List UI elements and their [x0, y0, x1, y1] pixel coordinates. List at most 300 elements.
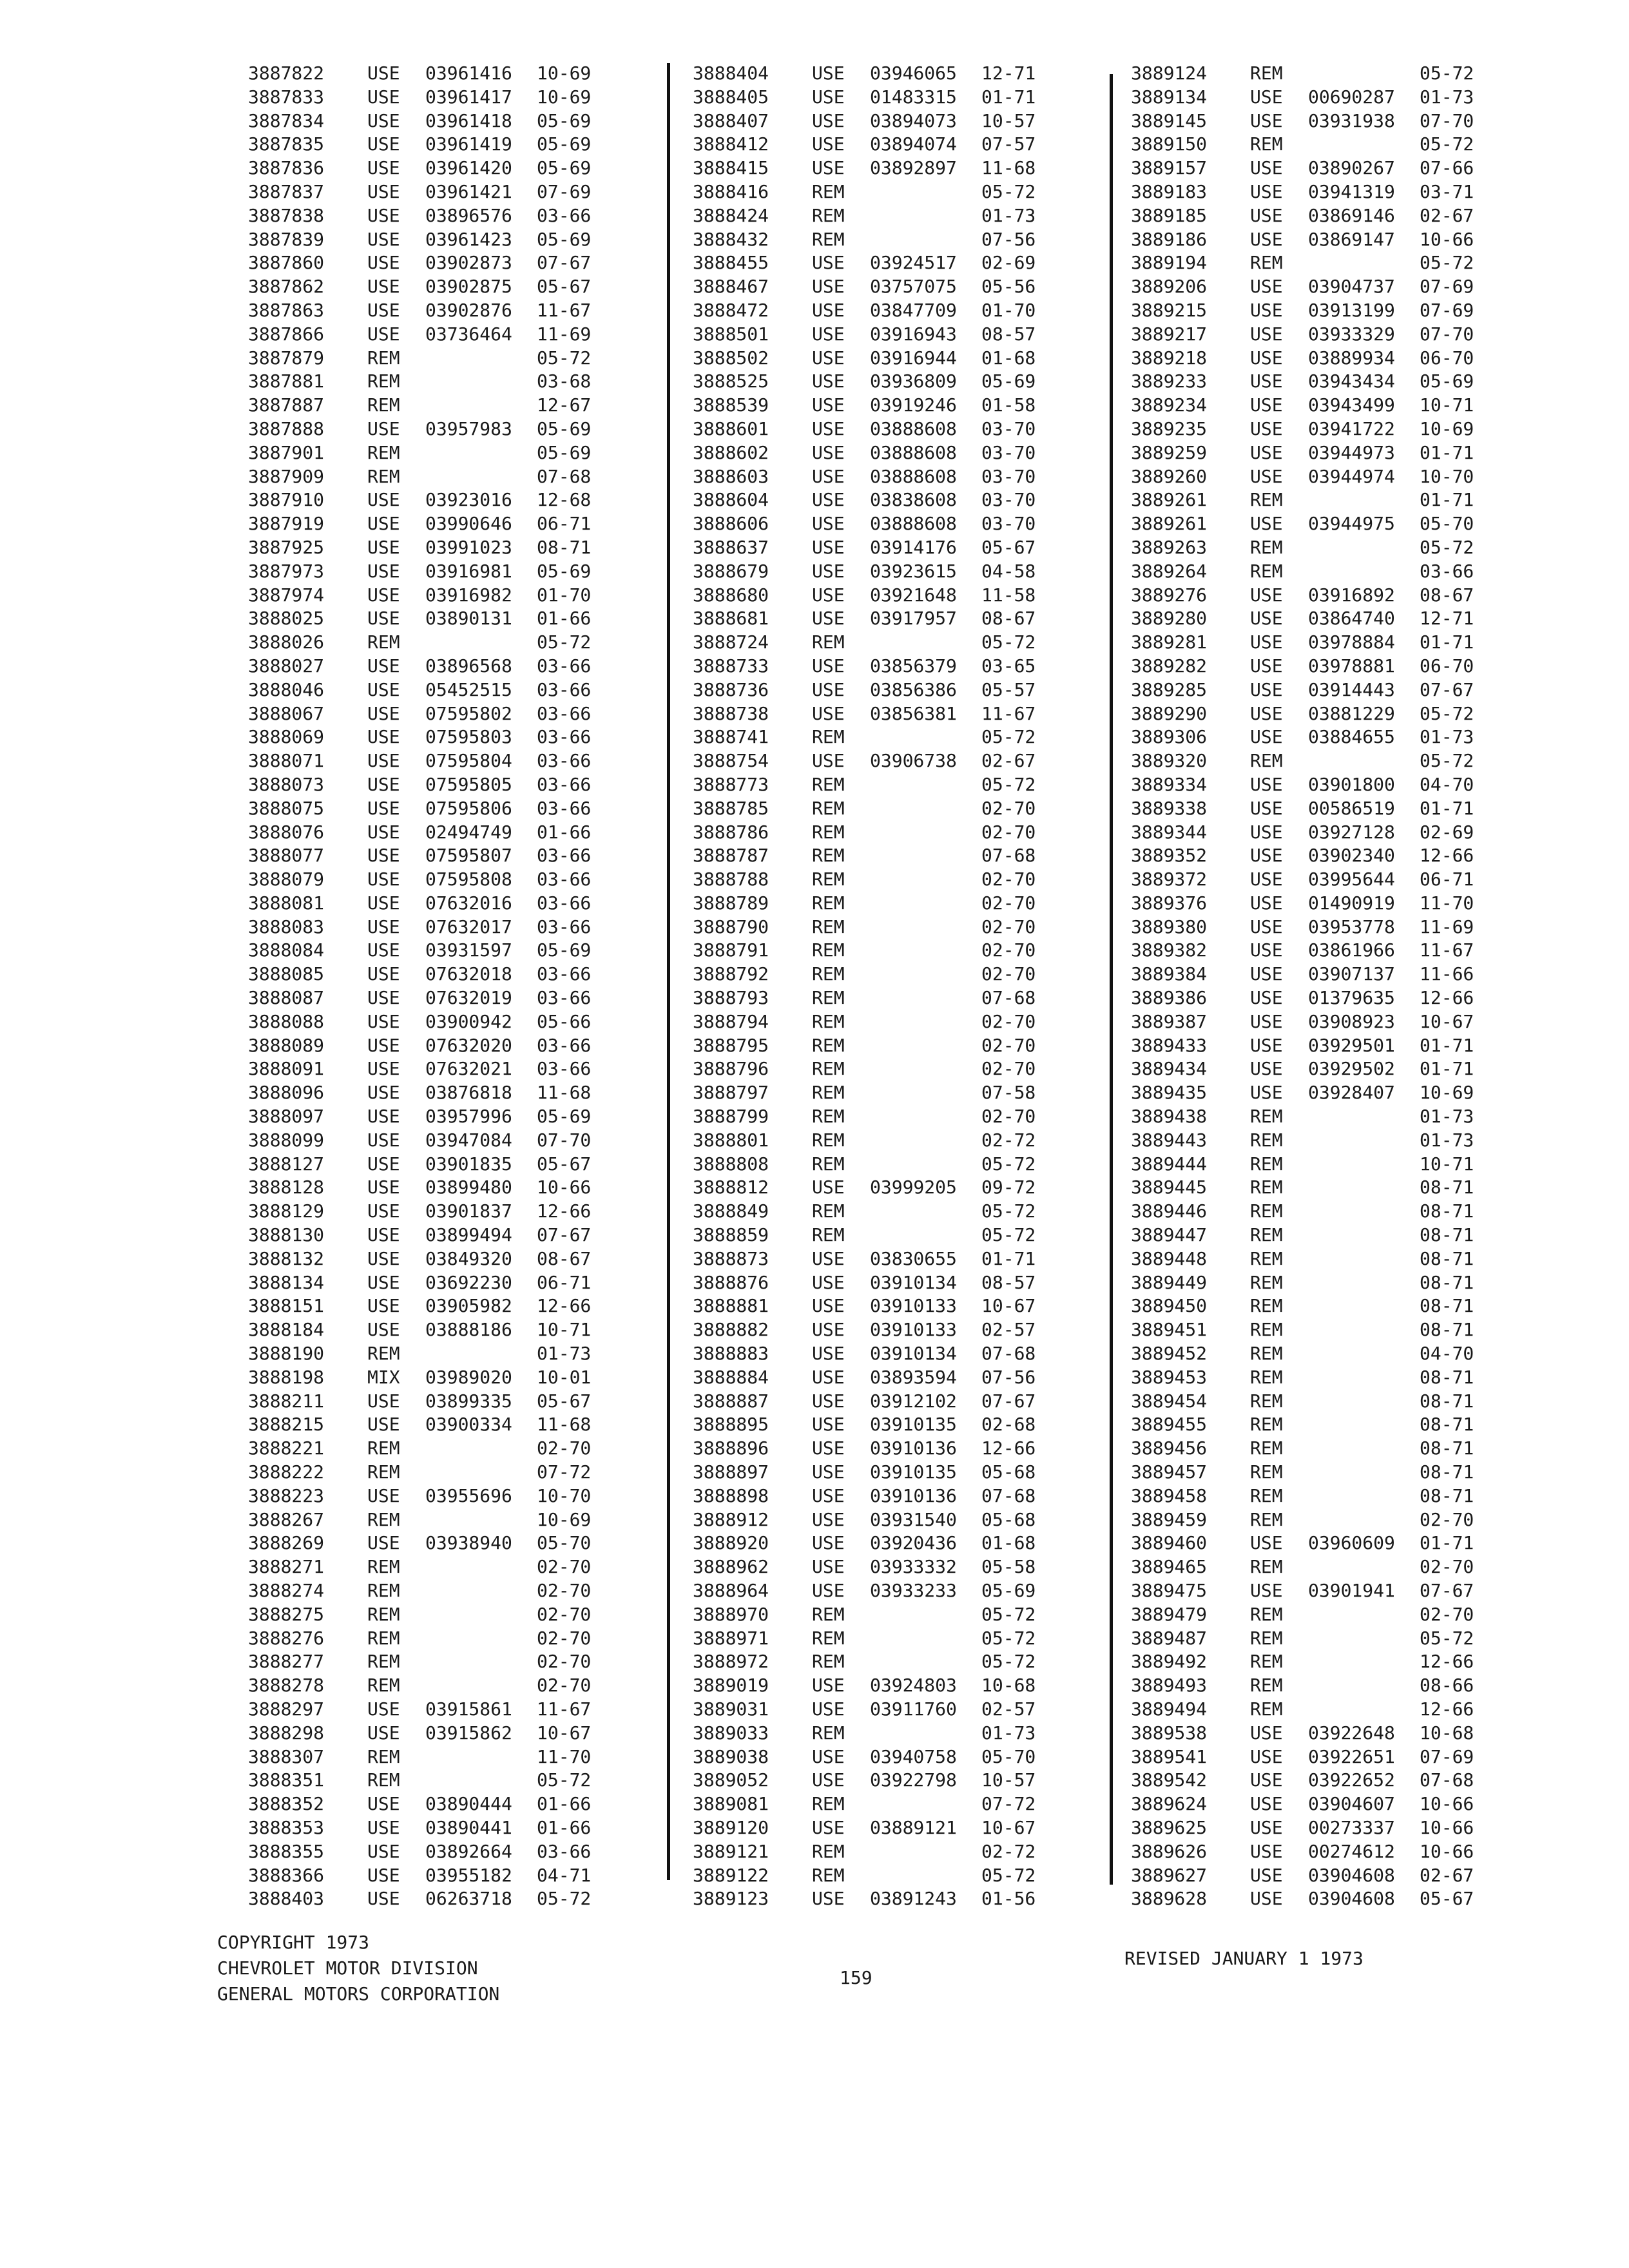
- part-number: 3888221: [248, 1437, 325, 1459]
- table-row: [1131, 1437, 1518, 1461]
- part-number: 3888896: [693, 1437, 769, 1459]
- action-code: USE: [812, 1414, 845, 1436]
- date-code: 02-69: [981, 252, 1036, 274]
- table-row: [693, 62, 1079, 86]
- date-code: 08-71: [1420, 1414, 1474, 1436]
- part-number: 3889625: [1131, 1816, 1208, 1838]
- part-number: 3887901: [248, 441, 325, 463]
- table-row: [1131, 1603, 1518, 1627]
- action-code: USE: [1250, 110, 1283, 131]
- date-code: 02-70: [981, 892, 1036, 914]
- table-row: [248, 1224, 635, 1247]
- action-code: REM: [812, 963, 845, 985]
- date-code: 11-67: [537, 1698, 592, 1720]
- replacement-number: 03955182: [425, 1864, 512, 1886]
- action-code: REM: [1250, 750, 1283, 772]
- table-row: [248, 1579, 635, 1603]
- table-row: [1131, 1650, 1518, 1674]
- action-code: USE: [367, 702, 400, 724]
- table-row: [693, 678, 1079, 702]
- part-number: 3888407: [693, 110, 769, 131]
- part-number: 3888130: [248, 1224, 325, 1246]
- action-code: USE: [367, 110, 400, 131]
- part-number: 3888097: [248, 1106, 325, 1128]
- table-row: [1131, 1508, 1518, 1532]
- table-row: [248, 1532, 635, 1555]
- replacement-number: 03931938: [1308, 110, 1395, 131]
- part-number: 3889352: [1131, 845, 1208, 867]
- part-number: 3888075: [248, 797, 325, 819]
- action-code: REM: [812, 1010, 845, 1032]
- part-number: 3888046: [248, 678, 325, 700]
- part-number: 3888027: [248, 655, 325, 677]
- table-row: [693, 228, 1079, 252]
- part-number: 3889455: [1131, 1414, 1208, 1436]
- table-row: [248, 1698, 635, 1722]
- replacement-number: 03910133: [870, 1319, 957, 1341]
- part-number: 3888501: [693, 323, 769, 345]
- table-row: [248, 1318, 635, 1342]
- date-code: 07-69: [1420, 276, 1474, 298]
- date-code: 07-56: [981, 1366, 1036, 1388]
- action-code: REM: [1250, 133, 1283, 155]
- table-row: [693, 1603, 1079, 1627]
- part-number: 3889376: [1131, 892, 1208, 914]
- part-number: 3889290: [1131, 702, 1208, 724]
- action-code: REM: [812, 1200, 845, 1222]
- date-code: 03-65: [981, 655, 1036, 677]
- part-number: 3889052: [693, 1769, 769, 1791]
- date-code: 11-69: [1420, 916, 1474, 937]
- action-code: REM: [367, 1580, 400, 1601]
- table-row: [693, 488, 1079, 512]
- action-code: USE: [1250, 394, 1283, 416]
- part-number: 3888267: [248, 1508, 325, 1530]
- table-row: [693, 749, 1079, 773]
- date-code: 05-72: [981, 1864, 1036, 1886]
- action-code: USE: [812, 1319, 845, 1341]
- action-code: USE: [1250, 1058, 1283, 1080]
- action-code: MIX: [367, 1366, 400, 1388]
- table-row: [693, 512, 1079, 536]
- action-code: USE: [1250, 347, 1283, 369]
- action-code: USE: [812, 1698, 845, 1720]
- action-code: USE: [367, 86, 400, 108]
- part-number: 3889235: [1131, 418, 1208, 439]
- action-code: USE: [1250, 726, 1283, 748]
- replacement-number: 03914443: [1308, 678, 1395, 700]
- part-number: 3888351: [248, 1769, 325, 1791]
- part-number: 3889624: [1131, 1793, 1208, 1815]
- table-row: [693, 1698, 1079, 1722]
- part-number: 3887834: [248, 110, 325, 131]
- date-code: 02-70: [537, 1627, 592, 1649]
- part-number: 3887879: [248, 347, 325, 369]
- replacement-number: 03907137: [1308, 963, 1395, 985]
- action-code: REM: [1250, 1414, 1283, 1436]
- replacement-number: 03933329: [1308, 323, 1395, 345]
- part-number: 3889281: [1131, 631, 1208, 653]
- replacement-number: 03928407: [1308, 1082, 1395, 1104]
- table-row: [1131, 1200, 1518, 1224]
- part-number: 3888077: [248, 845, 325, 867]
- part-number: 3888799: [693, 1106, 769, 1128]
- date-code: 08-71: [1420, 1295, 1474, 1317]
- date-code: 10-71: [1420, 1153, 1474, 1175]
- replacement-number: 03899494: [425, 1224, 512, 1246]
- replacement-number: 03961423: [425, 228, 512, 250]
- table-row: [248, 986, 635, 1010]
- date-code: 08-71: [1420, 1224, 1474, 1246]
- table-row: [248, 1485, 635, 1508]
- table-row: [693, 275, 1079, 299]
- part-number: 3889183: [1131, 180, 1208, 202]
- part-number: 3888733: [693, 655, 769, 677]
- date-code: 10-69: [537, 86, 592, 108]
- date-code: 02-57: [981, 1319, 1036, 1341]
- action-code: REM: [1250, 1106, 1283, 1128]
- replacement-number: 03957983: [425, 418, 512, 439]
- date-code: 02-67: [1420, 204, 1474, 226]
- date-code: 04-58: [981, 560, 1036, 582]
- action-code: REM: [812, 1864, 845, 1886]
- date-code: 01-70: [981, 299, 1036, 321]
- table-row: [693, 1887, 1079, 1911]
- part-number: 3888087: [248, 987, 325, 1009]
- replacement-number: 00586519: [1308, 797, 1395, 819]
- table-row: [693, 394, 1079, 418]
- part-number: 3888416: [693, 180, 769, 202]
- action-code: USE: [1250, 1010, 1283, 1032]
- replacement-number: 03978884: [1308, 631, 1395, 653]
- table-row: [693, 1247, 1079, 1271]
- table-row: [693, 251, 1079, 275]
- part-number: 3889081: [693, 1793, 769, 1815]
- part-number: 3888269: [248, 1532, 325, 1554]
- table-row: [693, 1176, 1079, 1200]
- action-code: USE: [812, 394, 845, 416]
- action-code: USE: [367, 157, 400, 179]
- action-code: REM: [812, 869, 845, 890]
- part-number: 3887833: [248, 86, 325, 108]
- date-code: 10-69: [1420, 1082, 1474, 1104]
- action-code: REM: [812, 773, 845, 795]
- action-code: USE: [1250, 963, 1283, 985]
- action-code: USE: [1250, 773, 1283, 795]
- replacement-number: 03913199: [1308, 299, 1395, 321]
- replacement-number: 03911760: [870, 1698, 957, 1720]
- table-row: [693, 631, 1079, 655]
- action-code: USE: [367, 584, 400, 606]
- part-number: 3889626: [1131, 1840, 1208, 1862]
- part-number: 3889031: [693, 1698, 769, 1720]
- date-code: 10-71: [537, 1319, 592, 1341]
- date-code: 12-66: [981, 1437, 1036, 1459]
- action-code: USE: [812, 750, 845, 772]
- part-number: 3889334: [1131, 773, 1208, 795]
- replacement-number: 03884655: [1308, 726, 1395, 748]
- replacement-number: 03892897: [870, 157, 957, 179]
- part-number: 3889123: [693, 1888, 769, 1910]
- table-row: [1131, 180, 1518, 204]
- date-code: 12-68: [537, 489, 592, 511]
- action-code: REM: [1250, 1675, 1283, 1696]
- replacement-number: 03961421: [425, 180, 512, 202]
- part-number: 3889438: [1131, 1106, 1208, 1128]
- replacement-number: 03940758: [870, 1745, 957, 1767]
- replacement-number: 03902873: [425, 252, 512, 274]
- date-code: 05-72: [537, 1888, 592, 1910]
- table-row: [1131, 110, 1518, 133]
- date-code: 08-71: [1420, 1271, 1474, 1293]
- date-code: 05-70: [1420, 513, 1474, 535]
- table-row: [693, 1034, 1079, 1058]
- action-code: USE: [812, 1295, 845, 1317]
- date-code: 02-70: [537, 1556, 592, 1578]
- table-row: [1131, 1485, 1518, 1508]
- replacement-number: 03924517: [870, 252, 957, 274]
- table-row: [248, 773, 635, 797]
- table-row: [1131, 418, 1518, 441]
- action-code: REM: [1250, 1343, 1283, 1365]
- date-code: 05-67: [537, 1390, 592, 1412]
- part-number: 3889542: [1131, 1769, 1208, 1791]
- action-code: REM: [1250, 489, 1283, 511]
- date-code: 05-69: [981, 370, 1036, 392]
- date-code: 07-57: [981, 133, 1036, 155]
- action-code: REM: [367, 1627, 400, 1649]
- replacement-number: 03902876: [425, 299, 512, 321]
- date-code: 07-69: [1420, 299, 1474, 321]
- part-number: 3889458: [1131, 1485, 1208, 1506]
- part-number: 3887881: [248, 370, 325, 392]
- table-row: [693, 347, 1079, 370]
- part-number: 3888184: [248, 1319, 325, 1341]
- date-code: 05-69: [981, 1580, 1036, 1601]
- table-row: [1131, 1864, 1518, 1888]
- part-number: 3888198: [248, 1366, 325, 1388]
- table-row: [1131, 1840, 1518, 1864]
- date-code: 12-66: [1420, 845, 1474, 867]
- table-row: [693, 844, 1079, 868]
- action-code: USE: [1250, 204, 1283, 226]
- table-row: [1131, 133, 1518, 157]
- part-number: 3888190: [248, 1343, 325, 1365]
- replacement-number: 07632019: [425, 987, 512, 1009]
- part-number: 3888637: [693, 536, 769, 558]
- date-code: 02-70: [537, 1580, 592, 1601]
- date-code: 02-69: [1420, 821, 1474, 843]
- table-row: [693, 1271, 1079, 1295]
- part-number: 3888796: [693, 1058, 769, 1080]
- date-code: 05-72: [1420, 133, 1474, 155]
- date-code: 05-72: [981, 180, 1036, 202]
- action-code: REM: [1250, 1319, 1283, 1341]
- table-row: [693, 1437, 1079, 1461]
- table-row: [693, 1840, 1079, 1864]
- table-row: [248, 1887, 635, 1911]
- table-row: [1131, 1247, 1518, 1271]
- part-number: 3888972: [693, 1651, 769, 1673]
- date-code: 04-71: [537, 1864, 592, 1886]
- action-code: USE: [1250, 987, 1283, 1009]
- action-code: USE: [367, 892, 400, 914]
- table-row: [248, 299, 635, 323]
- action-code: USE: [1250, 370, 1283, 392]
- action-code: REM: [812, 1129, 845, 1151]
- part-number: 3887836: [248, 157, 325, 179]
- replacement-number: 03943434: [1308, 370, 1395, 392]
- date-code: 03-66: [537, 869, 592, 890]
- action-code: USE: [367, 1414, 400, 1436]
- action-code: USE: [812, 536, 845, 558]
- part-number: 3888884: [693, 1366, 769, 1388]
- date-code: 02-70: [981, 939, 1036, 961]
- date-code: 02-70: [981, 1034, 1036, 1056]
- action-code: USE: [367, 418, 400, 439]
- part-number: 3889260: [1131, 465, 1208, 487]
- table-row: [693, 916, 1079, 939]
- part-number: 3888539: [693, 394, 769, 416]
- part-number: 3889453: [1131, 1366, 1208, 1388]
- table-row: [693, 157, 1079, 180]
- action-code: USE: [367, 1177, 400, 1198]
- table-row: [1131, 1081, 1518, 1105]
- date-code: 03-66: [537, 1058, 592, 1080]
- action-code: USE: [1250, 845, 1283, 867]
- action-code: USE: [367, 1532, 400, 1554]
- date-code: 06-71: [1420, 869, 1474, 890]
- date-code: 05-69: [537, 157, 592, 179]
- date-code: 11-68: [981, 157, 1036, 179]
- date-code: 02-70: [981, 1058, 1036, 1080]
- action-code: REM: [1250, 1366, 1283, 1388]
- date-code: 07-67: [537, 252, 592, 274]
- table-row: [1131, 251, 1518, 275]
- date-code: 05-72: [981, 1153, 1036, 1175]
- table-row: [248, 157, 635, 180]
- part-number: 3889459: [1131, 1508, 1208, 1530]
- action-code: USE: [812, 370, 845, 392]
- table-row: [1131, 584, 1518, 608]
- action-code: USE: [812, 655, 845, 677]
- date-code: 03-66: [537, 797, 592, 819]
- part-number: 3888132: [248, 1247, 325, 1269]
- table-row: [693, 1674, 1079, 1698]
- action-code: USE: [1250, 1793, 1283, 1815]
- part-number: 3889285: [1131, 678, 1208, 700]
- replacement-number: 03910134: [870, 1343, 957, 1365]
- replacement-number: 03916944: [870, 347, 957, 369]
- table-row: [248, 133, 635, 157]
- replacement-number: 03901837: [425, 1200, 512, 1222]
- table-row: [693, 133, 1079, 157]
- table-row: [248, 821, 635, 845]
- action-code: REM: [1250, 1627, 1283, 1649]
- table-row: [1131, 1555, 1518, 1579]
- date-code: 07-68: [981, 845, 1036, 867]
- part-number: 3888067: [248, 702, 325, 724]
- date-code: 01-73: [981, 204, 1036, 226]
- replacement-number: 03901800: [1308, 773, 1395, 795]
- table-row: [1131, 1176, 1518, 1200]
- part-number: 3889372: [1131, 869, 1208, 890]
- replacement-number: 03892664: [425, 1840, 512, 1862]
- action-code: USE: [812, 1745, 845, 1767]
- table-row: [1131, 1698, 1518, 1722]
- action-code: USE: [1250, 418, 1283, 439]
- table-row: [693, 821, 1079, 845]
- date-code: 07-68: [1420, 1769, 1474, 1791]
- table-row: [248, 1294, 635, 1318]
- action-code: USE: [812, 1769, 845, 1791]
- part-number: 3888129: [248, 1200, 325, 1222]
- date-code: 05-72: [981, 726, 1036, 748]
- replacement-number: 03941319: [1308, 180, 1395, 202]
- replacement-number: 03890131: [425, 608, 512, 629]
- part-number: 3888679: [693, 560, 769, 582]
- date-code: 03-66: [537, 750, 592, 772]
- replacement-number: 03978881: [1308, 655, 1395, 677]
- date-code: 10-67: [537, 1722, 592, 1744]
- date-code: 01-71: [1420, 441, 1474, 463]
- date-code: 05-72: [1420, 252, 1474, 274]
- date-code: 05-70: [981, 1745, 1036, 1767]
- action-code: REM: [812, 1082, 845, 1104]
- date-code: 07-67: [981, 1390, 1036, 1412]
- part-number: 3888025: [248, 608, 325, 629]
- part-number: 3889218: [1131, 347, 1208, 369]
- table-row: [248, 1627, 635, 1651]
- action-code: USE: [1250, 821, 1283, 843]
- table-row: [1131, 1769, 1518, 1792]
- replacement-number: 03869147: [1308, 228, 1395, 250]
- table-row: [248, 1769, 635, 1792]
- table-row: [1131, 1461, 1518, 1485]
- part-number: 3889145: [1131, 110, 1208, 131]
- table-row: [248, 1366, 635, 1390]
- part-number: 3889033: [693, 1722, 769, 1744]
- table-row: [1131, 204, 1518, 228]
- column-divider-2: [1110, 74, 1113, 1885]
- date-code: 07-70: [1420, 110, 1474, 131]
- table-row: [1131, 702, 1518, 726]
- date-code: 12-71: [1420, 608, 1474, 629]
- replacement-number: 03894073: [870, 110, 957, 131]
- date-code: 11-66: [1420, 963, 1474, 985]
- table-row: [693, 655, 1079, 678]
- part-number: 3888472: [693, 299, 769, 321]
- part-number: 3888069: [248, 726, 325, 748]
- action-code: REM: [812, 1153, 845, 1175]
- action-code: USE: [812, 323, 845, 345]
- table-row: [693, 702, 1079, 726]
- part-number: 3888912: [693, 1508, 769, 1530]
- table-row: [248, 1176, 635, 1200]
- date-code: 11-69: [537, 323, 592, 345]
- action-code: REM: [367, 1556, 400, 1578]
- date-code: 05-69: [537, 560, 592, 582]
- date-code: 04-70: [1420, 773, 1474, 795]
- part-number: 3889264: [1131, 560, 1208, 582]
- replacement-number: 03902340: [1308, 845, 1395, 867]
- date-code: 01-71: [1420, 631, 1474, 653]
- table-row: [693, 1105, 1079, 1129]
- table-row: [693, 1650, 1079, 1674]
- replacement-number: 03900334: [425, 1414, 512, 1436]
- part-number: 3889019: [693, 1675, 769, 1696]
- date-code: 02-70: [537, 1651, 592, 1673]
